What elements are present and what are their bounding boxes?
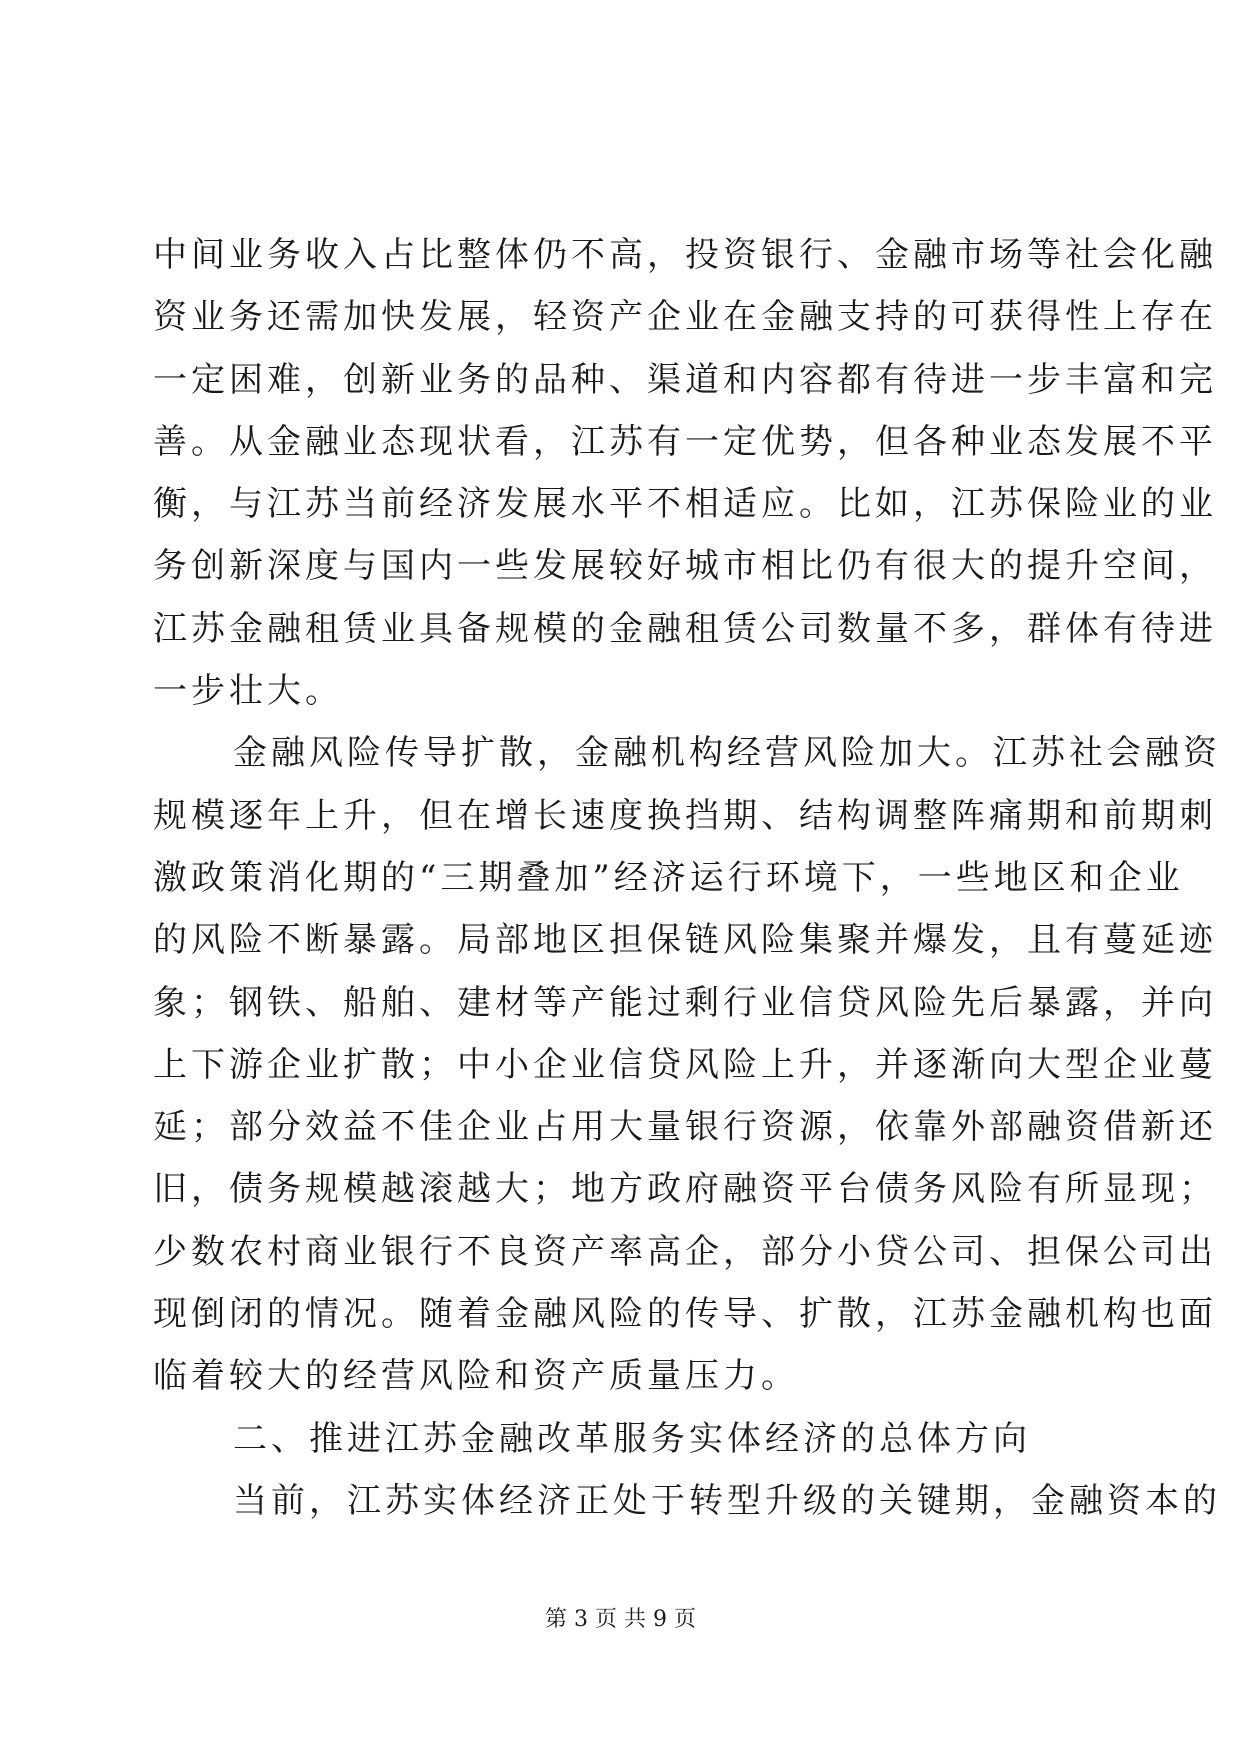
text-line: 上下游企业扩散；中小企业信贷风险上升，并逐渐向大型企业蔓 — [153, 1044, 1217, 1085]
text-line: 临着较大的经营风险和资产质量压力。 — [153, 1356, 799, 1397]
text-line: 的风险不断暴露。局部地区担保链风险集聚并爆发，且有蔓延迹 — [153, 920, 1217, 961]
paragraph-start-line: 当前，江苏实体经济正处于转型升级的关键期，金融资本的 — [233, 1480, 1221, 1521]
text-line: 善。从金融业态现状看，江苏有一定优势，但各种业态发展不平 — [153, 421, 1217, 462]
text-line: 江苏金融租赁业具备规模的金融租赁公司数量不多，群体有待进 — [153, 608, 1217, 649]
text-line: 现倒闭的情况。随着金融风险的传导、扩散，江苏金融机构也面 — [153, 1294, 1217, 1335]
text-line: 衡，与江苏当前经济发展水平不相适应。比如，江苏保险业的业 — [153, 484, 1217, 525]
text-line: 中间业务收入占比整体仍不高，投资银行、金融市场等社会化融 — [153, 235, 1217, 275]
text-line: 务创新深度与国内一些发展较好城市相比仍有很大的提升空间， — [153, 546, 1217, 587]
text-line: 一步壮大。 — [153, 671, 343, 712]
section-heading: 二、推进江苏金融改革服务实体经济的总体方向 — [233, 1418, 1031, 1459]
page-number-label: 第 3 页 共 9 页 — [545, 1607, 696, 1632]
text-line: 少数农村商业银行不良资产率高企，部分小贷公司、担保公司出 — [153, 1231, 1217, 1272]
text-line: 延；部分效益不佳企业占用大量银行资源，依靠外部融资借新还 — [153, 1107, 1217, 1148]
document-body — [153, 224, 1221, 1532]
text-line: 资业务还需加快发展，轻资产企业在金融支持的可获得性上存在 — [153, 297, 1217, 338]
text-line: 象；钢铁、船舶、建材等产能过剩行业信贷风险先后暴露，并向 — [153, 982, 1217, 1023]
text-line: 旧，债务规模越滚越大；地方政府融资平台债务风险有所显现； — [153, 1169, 1217, 1210]
text-line: 规模逐年上升，但在增长速度换挡期、结构调整阵痛期和前期刺 — [153, 795, 1217, 836]
text-line: 一定困难，创新业务的品种、渠道和内容都有待进一步丰富和完 — [153, 359, 1217, 400]
paragraph-start-line: 金融风险传导扩散，金融机构经营风险加大。江苏社会融资 — [233, 733, 1221, 774]
page-footer — [0, 1602, 1241, 1633]
text-line: 激政策消化期的“三期叠加”经济运行环境下，一些地区和企业 — [153, 857, 1184, 898]
